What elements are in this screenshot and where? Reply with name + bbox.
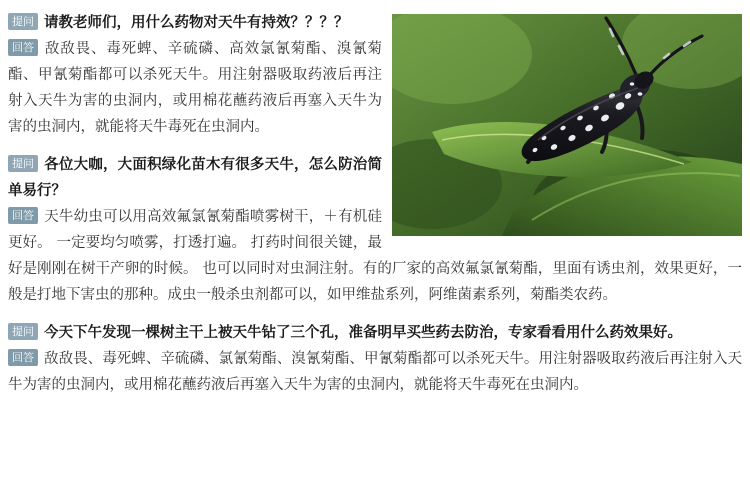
question-tag: 提问 [8, 323, 38, 340]
question-tag: 提问 [8, 155, 38, 172]
qa-item-3 [8, 320, 742, 398]
answer-text: 敌敌畏、毒死蜱、辛硫磷、氯氰菊酯、溴氰菊酯、甲氰菊酯都可以杀死天牛。用注射器吸取药液后再注射入天牛为害的虫洞内，或用棉花蘸药液后再塞入天牛为害的虫洞内，就能将天牛毒死在虫洞内。 [8, 351, 742, 393]
question-text: 今天下午发现一棵树主干上被天牛钻了三个孔，准备明早买些药去防治，专家看看用什么药效果好。 [44, 325, 682, 341]
answer-text: 敌敌畏、毒死蜱、辛硫磷、高效氯氰菊酯、溴氰菊酯、甲氰菊酯都可以杀死天牛。用注射器吸取药液后再注射入天牛为害的虫洞内，或用棉花蘸药液后再塞入天牛为害的虫洞内，就能将天牛毒死在虫洞内。 [8, 41, 382, 135]
question-text: 请教老师们，用什么药物对天牛有持效？？？？ [44, 15, 349, 31]
answer-tag: 回答 [8, 39, 38, 56]
answer-tag: 回答 [8, 207, 38, 224]
beetle-illustration [392, 14, 742, 236]
question-3 [8, 320, 742, 346]
answer-tag: 回答 [8, 349, 38, 366]
question-text: 各位大咖，大面积绿化苗木有很多天牛，怎么防治简单易行？ [8, 157, 382, 199]
answer-3 [8, 346, 742, 398]
answer-text: 天牛幼虫可以用高效氟氯氰菊酯喷雾树干，＋有机硅更好。 一定要均匀喷雾，打透打遍。 打药时间很关键，最好是刚刚在树干产卵的时候。 也可以同时对虫洞注射。有的厂家的高效氟氯氰菊酯，里面有诱虫剂，效果更好，一般是打地下害虫的那种。成虫一般杀虫剂都可以，如甲维盐系列，阿维菌素系列，菊酯类农药。 [8, 209, 742, 303]
longhorn-beetle-photo [392, 14, 742, 236]
question-tag: 提问 [8, 13, 38, 30]
